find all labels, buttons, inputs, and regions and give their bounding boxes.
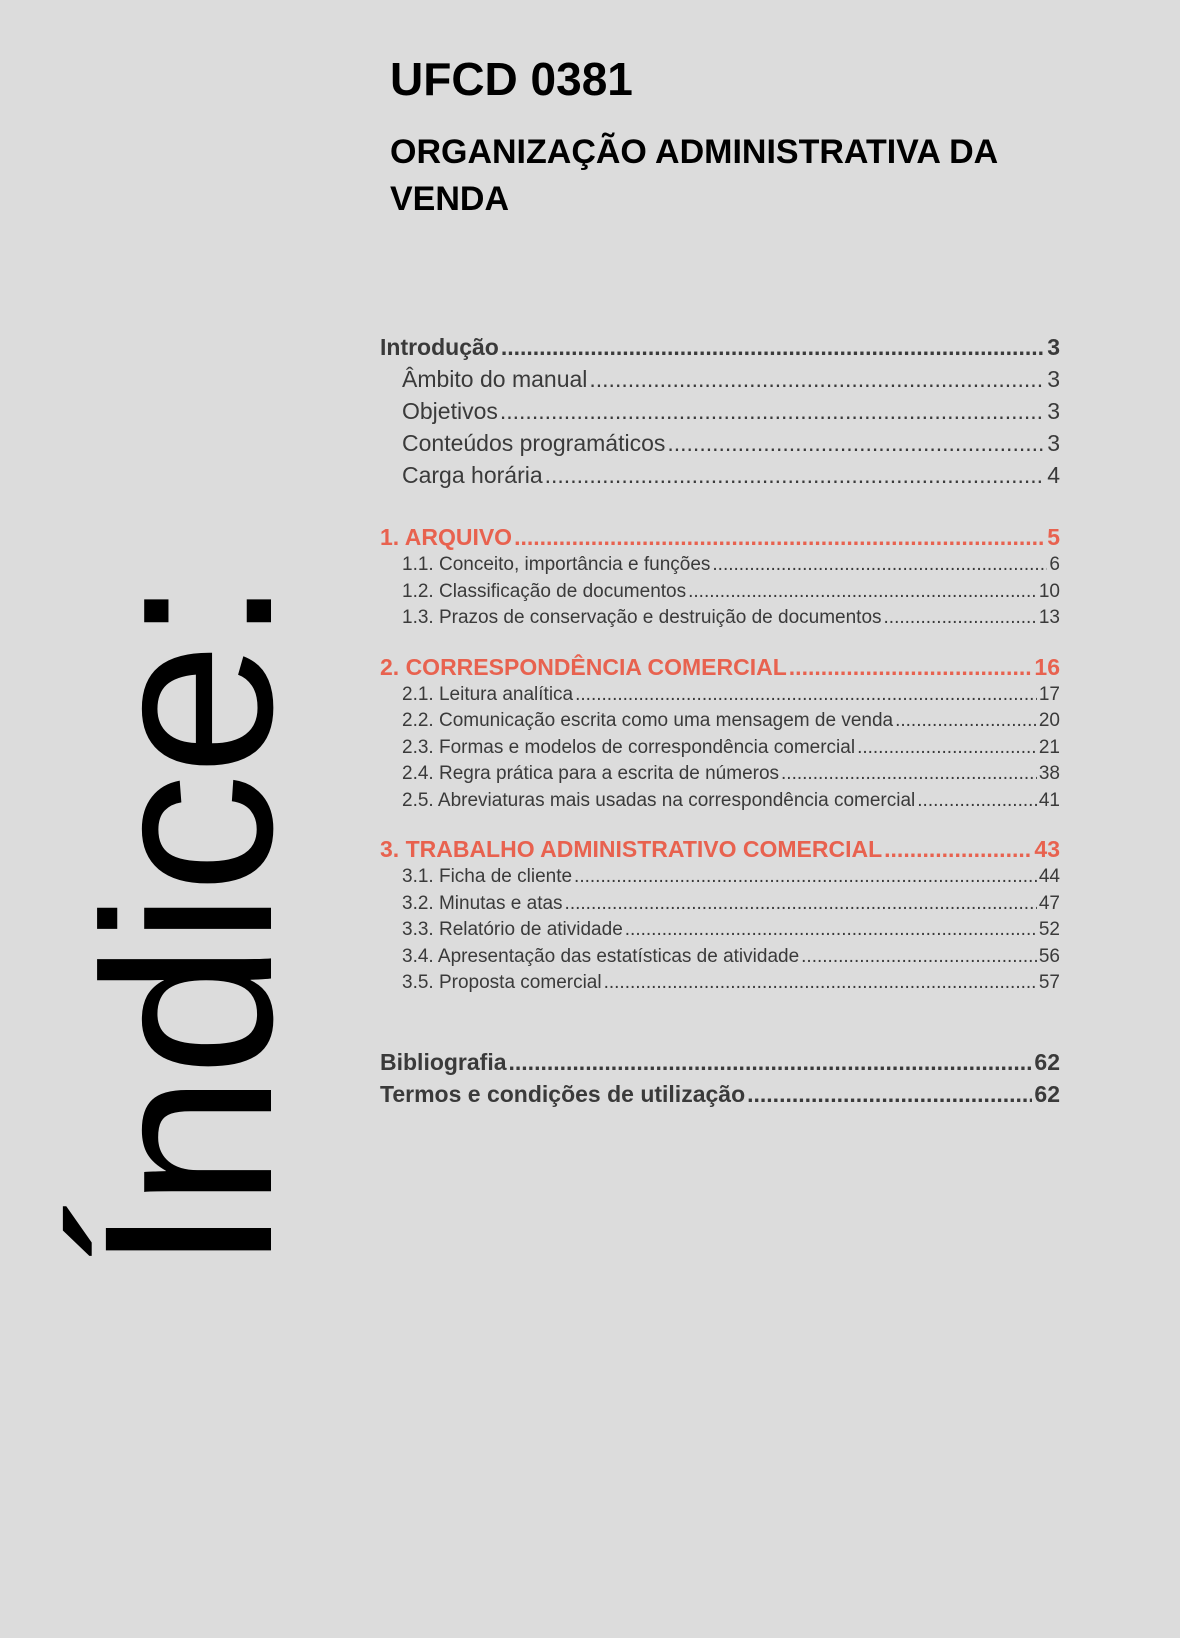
toc-entry-page: 3 [1047, 366, 1060, 392]
toc-entry-page: 6 [1049, 554, 1060, 575]
toc-chapter-label: 1. ARQUIVO [380, 524, 513, 550]
toc-chapter-page: 43 [1034, 836, 1060, 862]
toc-entry[interactable] [380, 763, 1060, 790]
toc-entry-page: 13 [1038, 607, 1060, 628]
toc-chapter-label: 2. CORRESPONDÊNCIA COMERCIAL [380, 653, 787, 680]
toc-entry[interactable] [380, 607, 1060, 634]
toc-chapter-3[interactable] [380, 836, 1060, 866]
toc-entry[interactable] [380, 737, 1060, 764]
toc-entry-page: 3 [1047, 398, 1060, 424]
toc-entry-label: 1.2. Classificação de documentos [402, 580, 687, 602]
toc-entry-label: 3.3. Relatório de atividade [402, 919, 623, 940]
toc-entry-page: 38 [1038, 763, 1060, 784]
toc-entry-label: Âmbito do manual [402, 366, 588, 392]
toc-entry[interactable] [380, 430, 1060, 462]
toc-entry-label: Bibliografia [380, 1048, 507, 1075]
toc-entry-label: 2.5. Abreviaturas mais usadas na correspondência comercial [402, 789, 916, 811]
toc-entry[interactable] [380, 972, 1060, 999]
toc-entry-page: 10 [1038, 580, 1060, 602]
toc-entry-page: 17 [1038, 683, 1060, 705]
toc-chapter-page: 16 [1034, 653, 1060, 680]
toc-chapter-label: 3. TRABALHO ADMINISTRATIVO COMERCIAL [380, 836, 883, 862]
toc-entry[interactable] [380, 366, 1060, 398]
toc-entry-page: 52 [1038, 919, 1060, 940]
side-title-indice: Índice: [54, 579, 322, 1273]
toc-entry[interactable] [380, 790, 1060, 817]
toc-entry-page: 56 [1038, 945, 1060, 967]
toc-entry-label: Carga horária [402, 462, 543, 488]
toc-entry-page: 21 [1038, 736, 1060, 758]
toc-entry[interactable] [380, 581, 1060, 608]
toc-entry-bibliografia[interactable] [380, 1049, 1060, 1081]
toc-entry-label: 2.1. Leitura analítica [402, 683, 574, 705]
toc-chapter-2[interactable] [380, 654, 1060, 684]
toc-entry[interactable] [380, 893, 1060, 920]
toc-entry[interactable] [380, 554, 1060, 581]
toc-entry-page: 4 [1047, 462, 1060, 488]
toc-entry-page: 62 [1034, 1080, 1060, 1107]
toc-entry-label: 3.4. Apresentação das estatísticas de atividade [402, 945, 800, 967]
toc-entry-label: 3.5. Proposta comercial [402, 972, 602, 993]
toc-entry-label: 3.2. Minutas e atas [402, 892, 563, 914]
toc-entry-label: Objetivos [402, 398, 498, 424]
toc-entry-label: 1.1. Conceito, importância e funções [402, 554, 711, 575]
toc-entry-label: 3.1. Ficha de cliente [402, 866, 573, 887]
document-header [390, 52, 1070, 223]
toc-entry[interactable] [380, 710, 1060, 737]
toc-entry-termos[interactable] [380, 1081, 1060, 1113]
toc-entry[interactable] [380, 866, 1060, 893]
toc-entry-label: 2.2. Comunicação escrita como uma mensagem de venda [402, 710, 894, 731]
toc-entry-introducao[interactable] [380, 334, 1060, 366]
toc-entry-label: 1.3. Prazos de conservação e destruição de documentos [402, 607, 882, 628]
toc-entry-label: Introdução [380, 334, 499, 360]
toc-entry-label: 2.4. Regra prática para a escrita de números [402, 763, 780, 784]
toc-chapter-1[interactable] [380, 524, 1060, 554]
toc-entry-page: 41 [1038, 789, 1060, 811]
ufcd-code: UFCD 0381 [390, 53, 633, 105]
toc-entry[interactable] [380, 684, 1060, 711]
toc-entry-page: 3 [1047, 334, 1060, 360]
toc-entry[interactable] [380, 462, 1060, 494]
toc-entry-label: 2.3. Formas e modelos de correspondência comercial [402, 736, 856, 758]
ufcd-title: ORGANIZAÇÃO ADMINISTRATIVA DA VENDA [390, 133, 997, 219]
toc-entry[interactable] [380, 398, 1060, 430]
toc-entry[interactable] [380, 946, 1060, 973]
toc-entry-page: 57 [1038, 972, 1060, 993]
toc-entry-page: 3 [1047, 430, 1060, 456]
toc-entry-page: 47 [1038, 892, 1060, 914]
toc-entry-label: Termos e condições de utilização [380, 1080, 746, 1107]
table-of-contents [380, 334, 1060, 1113]
toc-entry-label: Conteúdos programáticos [402, 430, 666, 456]
toc-entry-page: 44 [1038, 866, 1060, 887]
toc-entry[interactable] [380, 919, 1060, 946]
toc-chapter-page: 5 [1047, 524, 1060, 550]
toc-entry-page: 20 [1038, 710, 1060, 731]
toc-entry-page: 62 [1034, 1048, 1060, 1075]
